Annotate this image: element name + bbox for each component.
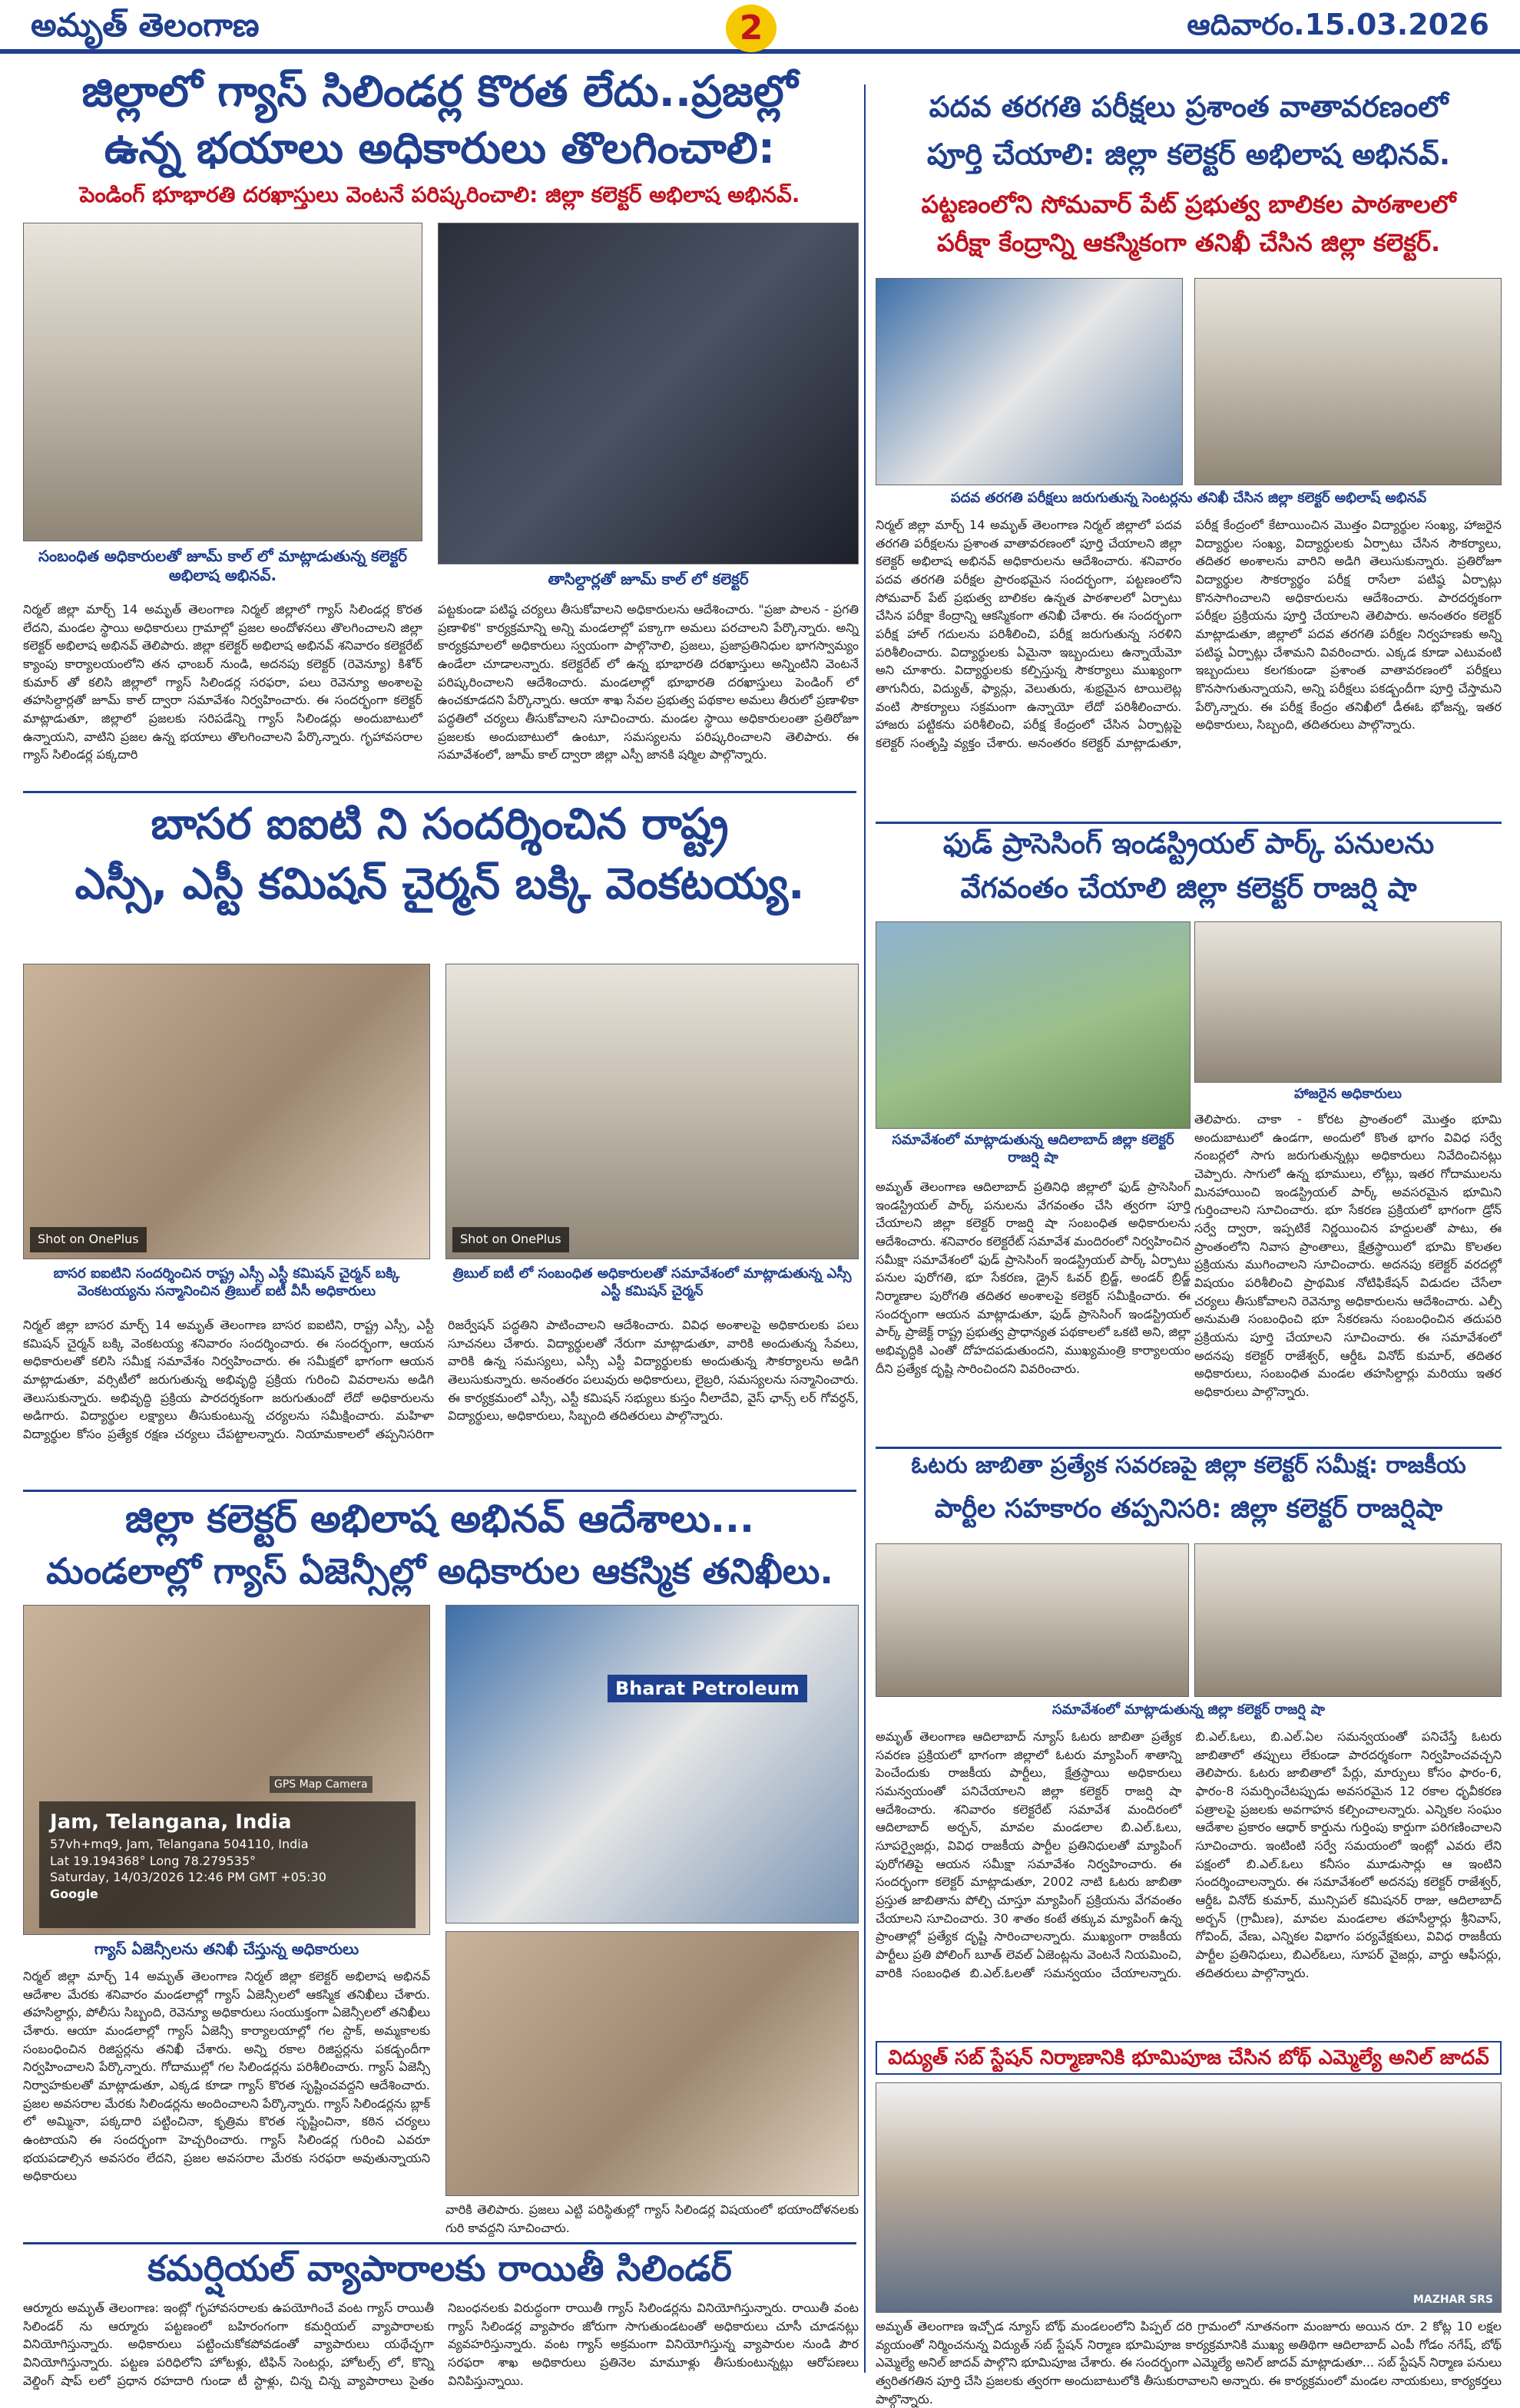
issue-date: ఆదివారం.15.03.2026 [1187, 8, 1489, 41]
basara-caption-2: త్రిబుల్ ఐటీ లో సంబంధిత అధికారులతో సమావేశంలో మాట్లాడుతున్న ఎస్సీ ఎస్టీ కమిషన్ చైర్మన్ [452, 1265, 852, 1299]
gas-body-2: పట్టకుండా పటిష్ఠ చర్యలు తీసుకోవాలని అధికారులను ఆదేశించారు. "ప్రజా పాలన - ప్రగతి ప్రణాళిక" కార్యక్రమాన్ని అన్ని మండలాల్లో పక్కాగా అమలు పరచాలని పేర్కొన్నారు. అన్ని కార్యక్రమాలలో అధికారులు స్వయంగా పాల్గొనాలి, ప్రజలు, ప్రజాప్రతినిధుల భాగస్వామ్యం ఉండేలా చూడాలన్నారు. కలెక్టరేట్ లో ఉన్న భూభారతి దరఖాస్తులు అన్నింటిని వెంటనే పరిష్కరించాలని ఆదేశించారు. మండలాల్లో భూభారతి దరఖాస్తులు పెండింగ్ లో ఉంచకూడదని పేర్కొన్నారు. ఆయా శాఖ సేవల ప్రభుత్వ పథకాల అమలు తీరులో ప్రణాళికా పద్ధతిలో చర్యలు తీసుకోవాలని సూచించారు. మండల స్థాయి అధికారులంతా ప్రతిరోజూ ప్రజలకు అందుబాటులో ఉంటూ, సమస్యలను పరిష్కరించాలని తెలిపారు. ఈ సమావేశంలో, జూమ్ కాల్ ద్వారా జిల్లా ఎస్పీ జానకి షర్మిల పాల్గొన్నారు. [438, 602, 859, 762]
gps-details: 57vh+mq9, Jam, Telangana 504110, India [50, 1837, 309, 1852]
page-number: 2 [726, 5, 777, 52]
basara-headline-2: ఎస్సీ, ఎస్టీ కమిషన్ చైర్మన్ బక్కి వెంకటయ్య. [75, 859, 805, 909]
inspection-photo-truck [445, 1605, 859, 1923]
exams-photo-2 [1194, 278, 1502, 485]
camera-watermark: Shot on OnePlus [452, 1227, 569, 1252]
exams-headline-1: పదవ తరగతి పరీక్షలు ప్రశాంత వాతావరణంలో [929, 90, 1449, 124]
food-park-photo-collector [876, 921, 1191, 1129]
gps-coords: Lat 19.194368° Long 78.279535° [50, 1853, 257, 1868]
gps-time: Saturday, 14/03/2026 12:46 PM GMT +05:30 [50, 1870, 326, 1885]
voter-body: అమృత్ తెలంగాణ ఆదిలాబాద్ న్యూస్ ఓటరు జాబితా ప్రత్యేక సవరణ ప్రక్రియలో భాగంగా జిల్లాలో ఓటరు మ్యాపింగ్ శాతాన్ని పెంచేందుకు రాజకీయ పార్టీలు, క్షేత్రస్థాయి అధికారులు సమన్వయంతో పనిచేయాలని జిల్లా కలెక్టర్ రాజర్షి షా ఆదేశించారు. శనివారం కలెక్టరేట్ సమావేశ మందిరంలో ఆదిలాబాద్ అర్బన్, మావల మండలాల బి.ఎల్.ఓలు, సూపర్వైజర్లు, వివిధ రాజకీయ పార్టీల ప్రతినిధులతో మ్యాపింగ్ పురోగతిపై ఆయన సమీక్షా సమావేశం నిర్వహించారు. ఈ సందర్భంగా కలెక్టర్ మాట్లాడుతూ, 2002 నాటి ఓటరు జాబితా ప్రస్తుత జాబితాను పోల్చి చూస్తూ మ్యాపింగ్ ప్రక్రియను వేగవంతం చేయాలని సూచించారు. 30 శాతం కంటే తక్కువ మ్యాపింగ్ ఉన్న ప్రాంతాల్లో ప్రత్యేక దృష్టి సారించాలన్నారు. ముఖ్యంగా రాజకీయ పార్టీలు ప్రతి పోలింగ్ బూత్ లెవల్ ఏజెంట్లను వెంటనే నియమించి, వారికి సంబంధిత బి.ఎల్.ఓలతో సమన్వయం చేయాలన్నారు. బి.ఎల్.ఓలు, బి.ఎల్.ఏల సమన్వయంతో పనిచేస్తే ఓటరు జాబితాలో తప్పులు లేకుండా పారదర్శకంగా నిర్వహించవచ్చని తెలిపారు. ఓటరు జాబితాలో పేర్లు, మార్పులు కోసం ఫారం-6, ఫారం-8 సమర్పించేటప్పుడు అవసరమైన 12 రకాల ధృవీకరణ పత్రాలపై ప్రజలకు అవగాహన కల్పించాలన్నారు. ఎన్నికల సంఘం ఆదేశాల ప్రకారం ఆధార్ కార్డును గుర్తింపు కార్డుగా పరిగణించాలని సూచించారు. ఇంటింటి సర్వే సమయంలో ఇంట్లో ఎవరు లేని పక్షంలో బి.ఎల్.ఓలు కనీసం మూడుసార్లు ఆ ఇంటిని సందర్శించాలన్నారు. ఈ సమావేశంలో అదనపు కలెక్టర్ రాజేశ్వర్, ఆర్డీఓ వినోద్ కుమార్, మున్సిపల్ కమిషనర్ రాజు, ఆదిలాబాద్ అర్బన్ (గ్రామీణ), మావల మండలాల తహసీల్దార్లు శ్రీనివాస్, గోవింద్, వేణు, ఎన్నికల విభాగం పర్యవేక్షకులు, వివిధ రాజకీయ పార్టీల ప్రతినిధులు, బిఎల్ఓలు, సూపర్ వైజర్లు, వార్డు ఆఫీసర్లు, తదితరులు పాల్గొన్నారు. [876, 1729, 1502, 1980]
exams-headline-2: పూర్తి చేయాలి: జిల్లా కలెక్టర్ అభిలాష అభినవ్. [926, 137, 1451, 171]
food-park-caption-2: హాజరైన అధికారులు [1294, 1086, 1402, 1102]
basara-caption-1: బాసర ఐఐటిని సందర్శించిన రాష్ట్ర ఎస్సీ ఎస్టీ కమిషన్ చైర్మన్ బక్కి వెంకటయ్యను సన్మానించిన త్రిబుల్ ఐటీ వీసీ అధికారులు [53, 1265, 400, 1299]
exams-caption: పదవ తరగతి పరీక్షలు జరుగుతున్న సెంటర్లను తనిఖీ చేసిన జిల్లా కలెక్టర్ అభిలాష్ అభినవ్ [950, 490, 1427, 506]
gas-headline-2: ఉన్న భయాలు అధికారులు తొలగించాలి: [104, 124, 776, 174]
inspection-headline-1: జిల్లా కలెక్టర్ అభిలాష అభినవ్ ఆదేశాలు... [124, 1497, 755, 1541]
basara-headline-1: బాసర ఐఐటి ని సందర్శించిన రాష్ట్ర [151, 799, 729, 849]
inspection-body-1: నిర్మల్ జిల్లా మార్చ్ 14 అమృత్ తెలంగాణ నిర్మల్ జిల్లా కలెక్టర్ అభిలాష అభినవ్ ఆదేశాల మేరకు శనివారం మండలాల్లో గ్యాస్ ఏజెన్సీలలో ఆకస్మిక తనిఖీలు చేశారు. తహసిల్దార్లు, పోలీసు సిబ్బంది, రెవెన్యూ అధికారులు సంయుక్తంగా ఏజెన్సీలలో తనిఖీలు చేశారు. ఆయా మండలాల్లో గ్యాస్ ఏజెన్సీ కార్యాలయాల్లో గల స్టాక్, అమ్మకాలకు సంబంధించిన రిజిస్టర్లను తనిఖీ చేశారు. అన్ని రకాల రిజిస్టర్లను పకడ్బందీగా నిర్వహించాలని పేర్కొన్నారు. గోదాముల్లో గల సిలిండర్లను పరిశీలించారు. గ్యాస్ ఏజెన్సీ నిర్వాహకులతో మాట్లాడుతూ, ఎక్కడ కూడా గ్యాస్ కొరత సృష్టించవద్దని ఆదేశించారు. ప్రజల అవసరాల మేరకు సిలిండర్లను అందించాలని పేర్కొన్నారు. గ్యాస్ సిలిండర్లను బ్లాక్ లో అమ్మినా, పక్కదారి పట్టించినా, కృత్రిమ కొరత సృష్టించినా, కఠిన చర్యలు ఉంటాయని ఈ సందర్భంగా హెచ్చరించారు. గ్యాస్ సిలిండర్ల గురించి ఎవరూ భయపడాల్సిన అవసరం లేదని, ప్రజల అవసరాల మేరకు సరఫరా అవుతున్నాయని అధికారులు [23, 1969, 430, 2184]
gas-subhead: పెండింగ్ భూభారతి దరఖాస్తులు వెంటనే పరిష్కరించాలి: జిల్లా కలెక్టర్ అభిలాష అభినవ్. [79, 182, 800, 207]
gas-photo-zoom [438, 223, 859, 564]
voter-photo-2 [1194, 1543, 1502, 1697]
basara-photo-meeting [445, 964, 859, 1259]
commercial-body: ఆర్మూరు అమృత్ తెలంగాణ: ఇంట్లో గృహావసరాలకు ఉపయోగించే వంట గ్యాస్ రాయితీ సిలిండర్ ను ఆర్మూరు పట్టణంలో బహిరంగంగా కమర్షియల్ వ్యాపారాలకు వినియోగిస్తున్నారు. అధికారులు పట్టించుకోకపోవడంతో వ్యాపారులు యథేచ్ఛగా వినియోగిస్తున్నారు. పట్టణ పరిధిలోని హోటళ్లు, టిఫిన్ సెంటర్లు, హోటల్స్ లో, కొన్ని వెల్డింగ్ షాప్ లలో ప్రధాన రహదారి గుండా టీ స్టాళ్లు, చిన్న చిన్న వ్యాపారాలు సైతం నిబంధనలకు విరుద్ధంగా రాయితీ గ్యాస్ సిలిండర్లను వినియోగిస్తున్నారు. రాయితీ వంట గ్యాస్ సిలిండర్ల వ్యాపారం జోరుగా సాగుతుండటంతో అధికారులు చూసీ చూడనట్లు వ్యవహరిస్తున్నారు. వంట గ్యాస్ అక్రమంగా వినియోగిస్తున్న వ్యాపారుల నుండి పౌర సరఫరా శాఖ అధికారులు ప్రతినెల మామూళ్లు తీసుకుంటున్నట్లు ఆరోపణలు వినిపిస్తున్నాయి. [23, 2300, 859, 2388]
voter-caption: సమావేశంలో మాట్లాడుతున్న జిల్లా కలెక్టర్ రాజర్షి షా [1052, 1702, 1325, 1718]
food-park-body-1: అమృత్ తెలంగాణ ఆదిలాబాద్ ప్రతినిధి జిల్లాలో ఫుడ్ ప్రాసెసింగ్ ఇండస్ట్రియల్ పార్క్ పనులను వేగవంతం చేసి త్వరగా పూర్తి చేయాలని జిల్లా కలెక్టర్ రాజర్షి షా సంబంధిత అధికారులను ఆదేశించారు. శనివారం కలెక్టరేట్ సమావేశ మందిరంలో నిర్వహించిన సమీక్షా సమావేశంలో ఫుడ్ ప్రాసెసింగ్ ఇండస్ట్రియల్ పార్క్ ఏర్పాటు పనుల పురోగతి, భూ సేకరణ, డ్రైన్ ఓవర్ బ్రిడ్జ్, అండర్ బ్రిడ్జ్ నిర్మాణాల పురోగతి తదితర అంశాలపై కలెక్టర్ సమీక్షించారు. ఈ సందర్భంగా ఆయన మాట్లాడుతూ, ఫుడ్ ప్రాసెసింగ్ ఇండస్ట్రియల్ పార్క్ ప్రాజెక్ట్ రాష్ట్ర ప్రభుత్వ ప్రాధాన్యత పథకాలలో ఒకటి అని, జిల్లా అభివృద్ధికి ఎంతో దోహదపడుతుందని, ముఖ్యమంత్రి కార్యాలయం దీని ప్రత్యేక దృష్టి సారించిందని వివరించారు. [876, 1179, 1191, 1376]
basara-photo-felicitation [23, 964, 430, 1259]
inspection-body-2: వారికి తెలిపారు. ప్రజలు ఎట్టి పరిస్థితుల్లో గ్యాస్ సిలిండర్ల విషయంలో భయాందోళనలకు గురి కావద్దని సూచించారు. [445, 2202, 859, 2235]
gps-location: Jam, Telangana, India [50, 1811, 292, 1834]
rule [876, 822, 1502, 824]
substation-headline: విద్యుత్ సబ్ స్టేషన్ నిర్మాణానికి భూమిపూజ చేసిన బోథ్ ఎమ్మెల్యే అనిల్ జాదవ్ [876, 2041, 1502, 2075]
photo-credit: MAZHAR SRS [1412, 2294, 1493, 2306]
inspection-photo-agency [23, 1605, 430, 1935]
gas-headline-1: జిల్లాలో గ్యాస్ సిలిండర్ల కొరత లేదు..ప్రజల్లో [81, 67, 798, 117]
food-park-body-2: తెలిపారు. చాకా - కోరట ప్రాంతంలో మొత్తం భూమి అందుబాటులో ఉండగా, అందులో కొంత భాగం వివిధ సర్వే నంబర్లలో సాగు జరుగుతున్నట్లు అధికారులు నివేదించినట్లు చెప్పారు. సాగులో ఉన్న భూములు, లోట్లు, ఇతర గోదాములను మినహాయించి ఇండస్ట్రియల్ పార్క్ అవసరమైన భూమిని గుర్తించాలని సూచించారు. భూ సేకరణ ప్రక్రియలో భాగంగా డ్రోన్ సర్వే ద్వారా, ఇప్పటికే నిర్ణయించిన హద్దులతో పాటు, ఈ ప్రాంతంలోని నివాస ప్రాంతాలు, క్షేత్రస్థాయిలో భూమి కొలతల ప్రక్రియను ముగించాలని సూచించారు. అదనపు కలెక్టర్ వరదల్లో విషయం పరిశీలించి ప్రాథమిక నోటిఫికేషన్ విడుదల చేసేలా చర్యలు తీసుకోవాలని రెవెన్యూ అధికారులను ఆదేశించారు. ఎల్పీ అనుమతి సంబంధించి భూ సేకరణను సంబంధించిన తదుపరి ప్రక్రియను పూర్తి చేయాలని సూచించారు. ఈ సమావేశంలో అదనపు కలెక్టర్ రాజేశ్వర్, ఆర్డీఓ వినోద్ కుమార్, తదితర అధికారులు, సంబంధిత మండల తహసిల్దార్లు మరియు ఇతర అధికారులు పాల్గొన్నారు. [1194, 1112, 1502, 1400]
substation-photo [876, 2082, 1502, 2313]
gas-caption-2: తాసిల్దార్లతో జూమ్ కాల్ లో కలెక్టర్ [548, 570, 749, 588]
inspection-headline-2: మండలాల్లో గ్యాస్ ఏజెన్సీల్లో అధికారుల ఆకస్మిక తనిఖీలు. [46, 1550, 833, 1592]
masthead [0, 0, 1520, 54]
food-park-photo-officials [1194, 921, 1502, 1083]
gas-photo-collector [23, 223, 422, 541]
inspection-caption: గ్యాస్ ఏజెన్సీలను తనిఖీ చేస్తున్న అధికారులు [94, 1940, 359, 1958]
inspection-photo-cylinders [445, 1931, 859, 2196]
gps-brand: GPS Map Camera [270, 1776, 373, 1793]
rule [23, 2242, 856, 2244]
food-park-headline-2: వేగవంతం చేయాలి జిల్లా కలెక్టర్ రాజర్షి షా [960, 872, 1417, 905]
camera-watermark: Shot on OnePlus [30, 1227, 147, 1252]
rule [876, 1447, 1502, 1449]
rule [23, 791, 856, 793]
exams-photo-1 [876, 278, 1183, 485]
substation-body: అమృత్ తెలంగాణ ఇచ్చోడ న్యూస్ బోథ్ మండలంలోని పిప్పల్ దరి గ్రామంలో నూతనంగా మంజూరు అయిన రూ. 2 కోట్ల 10 లక్షల వ్యయంతో నిర్మించనున్న విద్యుత్ సబ్ స్టేషన్ నిర్మాణ భూమిపూజ కార్యక్రమానికి ముఖ్య అతిథిగా ఆదిలాబాద్ ఎంపీ గోడం నగేష్, బోథ్ ఎమ్మెల్యే అనిల్ జాదవ్ పాల్గొని భూమిపూజ చేశారు. ఈ సందర్భంగా ఎమ్మెల్యే అనిల్ జాదవ్ మాట్లాడుతూ... సబ్ స్టేషన్ నిర్మాణ పనులు త్వరితగతిన పూర్తి చేసి ప్రజలకు త్వరగా అందుబాటులోకి తీసుకురావాలని అన్నారు. ఈ కార్యక్రమంలో మండల నాయకులు, కార్యకర్తలు పాల్గొన్నారు. [876, 2319, 1502, 2406]
voter-headline-2: పార్టీల సహకారం తప్పనిసరి: జిల్లా కలెక్టర్ రాజర్షిషా [934, 1493, 1443, 1524]
gas-caption-1: సంబంధిత అధికారులతో జూమ్ కాల్ లో మాట్లాడుతున్న కలెక్టర్ అభిలాష అభినవ్. [38, 547, 408, 584]
basara-body: నిర్మల్ జిల్లా బాసర మార్చ్ 14 అమృత్ తెలంగాణ బాసర ఐఐటిని, రాష్ట్ర ఎస్సీ, ఎస్టీ కమిషన్ చైర్మన్ బక్కి వెంకటయ్య శనివారం సందర్శించారు. ఈ సందర్భంగా, ఆయన అధికారులతో కలిసి సమీక్ష సమావేశం నిర్వహించారు. ఈ సమీక్షలో భాగంగా ఆయన మాట్లాడుతూ, వర్సిటీలో జరుగుతున్న అభివృద్ధి ప్రక్రియ గురించి వివరాలను అడిగి తెలుసుకున్నారు. అభివృద్ధి ప్రక్రియ పారదర్శకంగా జరుగుతుందో లేదో అధికారులను అడిగారు. విద్యార్థుల లక్ష్యాలు తీసుకుంటున్న చర్యలను సమీక్షించారు. మహిళా విద్యార్థుల కోసం ప్రత్యేక రక్షణ చర్యలు చేపట్టాలన్నారు. నియామకాలలో తప్పనిసరిగా రిజర్వేషన్ పద్ధతిని పాటించాలని ఆదేశించారు. వివిధ అంశాలపై అధికారులకు పలు సూచనలు చేశారు. విద్యార్థులతో నేరుగా మాట్లాడుతూ, వారికి అందుతున్న సేవలు, వారికి ఉన్న సమస్యలు, ఎస్సీ ఎస్టీ విద్యార్థులకు అందుతున్న సౌకర్యాలను అడిగి తెలుసుకున్నారు. అనంతరం పలువురు అధికారులు, లైబ్రరి, సమస్యలను సన్మానించారు. ఈ కార్యక్రమంలో ఎస్సీ, ఎస్టీ కమిషన్ సభ్యులు కుస్తం నీలాదేవి, వైస్ ఛాన్స్ లర్ గోవర్ధన్, విద్యార్థులు, అధికారులు, సిబ్బంది తదితరులు పాల్గొన్నారు. [23, 1318, 859, 1442]
exams-subhead-2: పరీక్షా కేంద్రాన్ని ఆకస్మికంగా తనిఖీ చేసిన జిల్లా కలెక్టర్. [936, 228, 1441, 257]
paper-name: అమృత్ తెలంగాణ [31, 6, 260, 44]
truck-label: Bharat Petroleum [608, 1675, 807, 1702]
food-park-headline-1: ఫుడ్ ప్రాసెసింగ్ ఇండస్ట్రియల్ పార్క్ పనులను [942, 827, 1435, 860]
google-label: Google [50, 1886, 98, 1901]
voter-photo-1 [876, 1543, 1189, 1697]
exams-subhead-1: పట్టణంలోని సోమవార్ పేట్ ప్రభుత్వ బాలికల పాఠశాలలో [921, 190, 1456, 219]
column-divider [864, 84, 866, 2373]
voter-headline-1: ఓటరు జాబితా ప్రత్యేక సవరణపై జిల్లా కలెక్టర్ సమీక్ష: రాజకీయ [911, 1452, 1466, 1479]
gps-stamp [39, 1801, 416, 1928]
commercial-headline: కమర్షియల్ వ్యాపారాలకు రాయితీ సిలిండర్ [147, 2248, 732, 2289]
gas-body-1: నిర్మల్ జిల్లా మార్చ్ 14 అమృత్ తెలంగాణ నిర్మల్ జిల్లాలో గ్యాస్ సిలిండర్ల కొరత లేదని, మండల స్థాయి అధికారులు గ్రామాల్లో ప్రజల అందోళనలు తొలగించాలని జిల్లా కలెక్టర్ అభిలాష అభినవ్ తెలిపారు. జిల్లా కలెక్టర్ అభిలాష అభినవ్ శనివారం కలెక్టరేట్ క్యాంపు కార్యాలయంలోని తన ఛాంబర్ నుండి, అదనపు కలెక్టర్ (రెవెన్యూ) కిశోర్ కుమార్ తో కలిసి జిల్లాలో గ్యాస్ సిలిండర్ల సరఫరా, పలు రెవెన్యూ అంశాలపై తహసిల్దార్లతో జూమ్ కాల్ ద్వారా సమావేశం నిర్వహించారు. ఈ సందర్భంగా కలెక్టర్ మాట్లాడుతూ, జిల్లాలో ప్రజలకు సరిపడేన్ని గ్యాస్ సిలిండర్లు అందుబాటులో ఉన్నాయని, వాటిని ప్రజల ఉన్న భయాలు తొలగించాలని పేర్కొన్నారు. గృహావసరాల గ్యాస్ సిలిండర్ల పక్కదారి [23, 602, 422, 762]
exams-body: నిర్మల్ జిల్లా మార్చ్ 14 అమృత్ తెలంగాణ నిర్మల్ జిల్లాలో పదవ తరగతి పరీక్షలను ప్రశాంత వాతావరణంలో పూర్తి చేయాలని జిల్లా కలెక్టర్ అభిలాష అభినవ్ అధికారులను ఆదేశించారు. శనివారం పదవ తరగతి పరీక్షల ప్రారంభమైన సందర్భంగా, పట్టణంలోని సోమవార్ పేట్ ప్రభుత్వ బాలికల ఉన్నత పాఠశాలలో ఏర్పాటు చేసిన పరీక్షా కేంద్రాన్ని ఆకస్మికంగా తనిఖీ చేశారు. ఈ సందర్భంగా పరీక్ష హాల్ గదులను పరిశీలించి, పరీక్ష జరుగుతున్న సరళిని పరిశీలించారు. విద్యార్థులకు ఏమైనా ఇబ్బందులు ఉన్నాయేమో అని చూశారు. విద్యార్థులకు కల్పిస్తున్న సౌకర్యాలు ముఖ్యంగా తాగునీరు, విద్యుత్, ఫ్యాన్లు, వెలుతురు, శుభ్రమైన టాయిలెట్ల వంటి సౌకర్యాలు సక్రమంగా ఉన్నాయో లేదో పరిశీలించారు. హాజరు పట్టికను పరిశీలించి, పరీక్ష కేంద్రంలో చేసిన ఏర్పాట్లపై కలెక్టర్ సంతృప్తి వ్యక్తం చేశారు. అనంతరం కలెక్టర్ మాట్లాడుతూ, పరీక్ష కేంద్రంలో కేటాయించిన మొత్తం విద్యార్థుల సంఖ్య, హాజరైన విద్యార్థుల సంఖ్య, విద్యార్థులకు ఏర్పాటు చేసిన సౌకర్యాలు, తదితర అంశాలను వారిని అడిగి తెలుసుకున్నారు. ప్రతిరోజూ విద్యార్థుల సౌకర్యార్థం పరీక్ష రాసేలా పటిష్ఠ ఏర్పాట్లు కొనసాగించాలని అధికారులను ఆదేశించారు. పారదర్శకంగా పరీక్షల ప్రక్రియను పూర్తి చేయాలని తెలిపారు. అనంతరం కలెక్టర్ మాట్లాడుతూ, జిల్లాలో పదవ తరగతి పరీక్షల నిర్వహణకు అన్ని పటిష్ఠ ఏర్పాట్లు చేశామని వివరించారు. ఎక్కడ కూడా ఎటువంటి ఇబ్బందులు కలగకుండా ప్రశాంత వాతావరణంలో పరీక్షలు కొనసాగుతున్నాయని, అన్ని పరీక్షలు పకడ్బందీగా పూర్తి చేస్తామని పేర్కొన్నారు. ఈ పరీక్ష కేంద్రం తనిఖీలో డీఈఓ భోజన్న, ఇతర అధికారులు, సిబ్బంది, తదితరులు పాల్గొన్నారు. [876, 518, 1502, 751]
food-park-caption-1: సమావేశంలో మాట్లాడుతున్న ఆదిలాబాద్ జిల్లా కలెక్టర్ రాజర్షి షా [892, 1132, 1174, 1166]
rule [23, 1490, 856, 1492]
